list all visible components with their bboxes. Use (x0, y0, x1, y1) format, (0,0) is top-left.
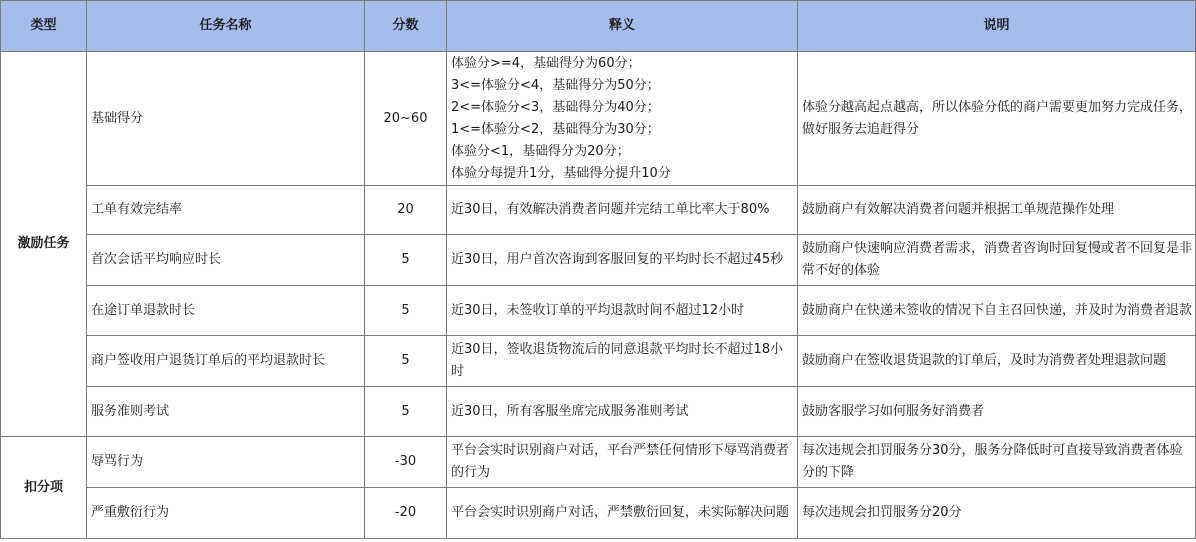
task-note: 体验分越高起点越高，所以体验分低的商户需要更加努力完成任务，做好服务去追赶得分 (798, 52, 1196, 186)
group-incentive: 激励任务 (1, 52, 87, 437)
table-row (1, 186, 1196, 235)
task-note: 鼓励商户在签收退货退款的订单后，及时为消费者处理退款问题 (798, 336, 1196, 387)
header-score: 分数 (365, 1, 447, 52)
explanation-line: 体验分每提升1分，基础得分提升10分 (451, 165, 671, 181)
task-name: 在途订单退款时长 (87, 286, 365, 336)
task-score: -20 (365, 488, 447, 539)
task-explanation (447, 52, 798, 186)
task-note: 鼓励商户有效解决消费者问题并根据工单规范操作处理 (798, 186, 1196, 235)
table-row (1, 235, 1196, 286)
task-note: 鼓励商户在快递未签收的情况下自主召回快递，并及时为消费者退款 (798, 286, 1196, 336)
task-explanation: 近30日，所有客服坐席完成服务准则考试 (447, 387, 798, 437)
group-deduction: 扣分项 (1, 437, 87, 539)
task-score: 20~60 (365, 52, 447, 186)
task-name: 基础得分 (87, 52, 365, 186)
task-name: 服务准则考试 (87, 387, 365, 437)
task-note: 每次违规会扣罚服务分20分 (798, 488, 1196, 539)
task-explanation: 近30日，用户首次咨询到客服回复的平均时长不超过45秒 (447, 235, 798, 286)
task-note: 鼓励商户快速响应消费者需求，消费者咨询时回复慢或者不回复是非常不好的体验 (798, 235, 1196, 286)
task-score: 20 (365, 186, 447, 235)
table-row (1, 336, 1196, 387)
task-name: 严重敷衍行为 (87, 488, 365, 539)
explanation-line: 1<=体验分<2，基础得分为30分； (451, 121, 660, 137)
task-explanation: 近30日，未签收订单的平均退款时间不超过12小时 (447, 286, 798, 336)
task-name: 首次会话平均响应时长 (87, 235, 365, 286)
header-explanation: 释义 (447, 1, 798, 52)
explanation-line: 体验分>=4，基础得分为60分； (451, 55, 641, 71)
header-task-name: 任务名称 (87, 1, 365, 52)
task-score: 5 (365, 235, 447, 286)
task-score: 5 (365, 387, 447, 437)
task-explanation: 近30日，签收退货物流后的同意退款平均时长不超过18小时 (447, 336, 798, 387)
explanation-line: 体验分<1，基础得分为20分； (451, 143, 630, 159)
explanation-line: 2<=体验分<3，基础得分为40分； (451, 99, 660, 115)
task-explanation: 近30日，有效解决消费者问题并完结工单比率大于80% (447, 186, 798, 235)
task-score: 5 (365, 286, 447, 336)
header-note: 说明 (798, 1, 1196, 52)
table-row (1, 488, 1196, 539)
task-name: 商户签收用户退货订单后的平均退款时长 (87, 336, 365, 387)
task-score: -30 (365, 437, 447, 488)
table-row (1, 437, 1196, 488)
task-explanation: 平台会实时识别商户对话，平台严禁任何情形下辱骂消费者的行为 (447, 437, 798, 488)
task-note: 每次违规会扣罚服务分30分，服务分降低时可直接导致消费者体验分的下降 (798, 437, 1196, 488)
task-name: 辱骂行为 (87, 437, 365, 488)
task-note: 鼓励客服学习如何服务好消费者 (798, 387, 1196, 437)
header-type: 类型 (1, 1, 87, 52)
table-row (1, 52, 1196, 186)
task-score: 5 (365, 336, 447, 387)
task-name: 工单有效完结率 (87, 186, 365, 235)
table-row (1, 286, 1196, 336)
explanation-line: 3<=体验分<4，基础得分为50分； (451, 77, 660, 93)
header-row (1, 1, 1196, 52)
table-row (1, 387, 1196, 437)
task-explanation: 平台会实时识别商户对话，严禁敷衍回复，未实际解决问题 (447, 488, 798, 539)
